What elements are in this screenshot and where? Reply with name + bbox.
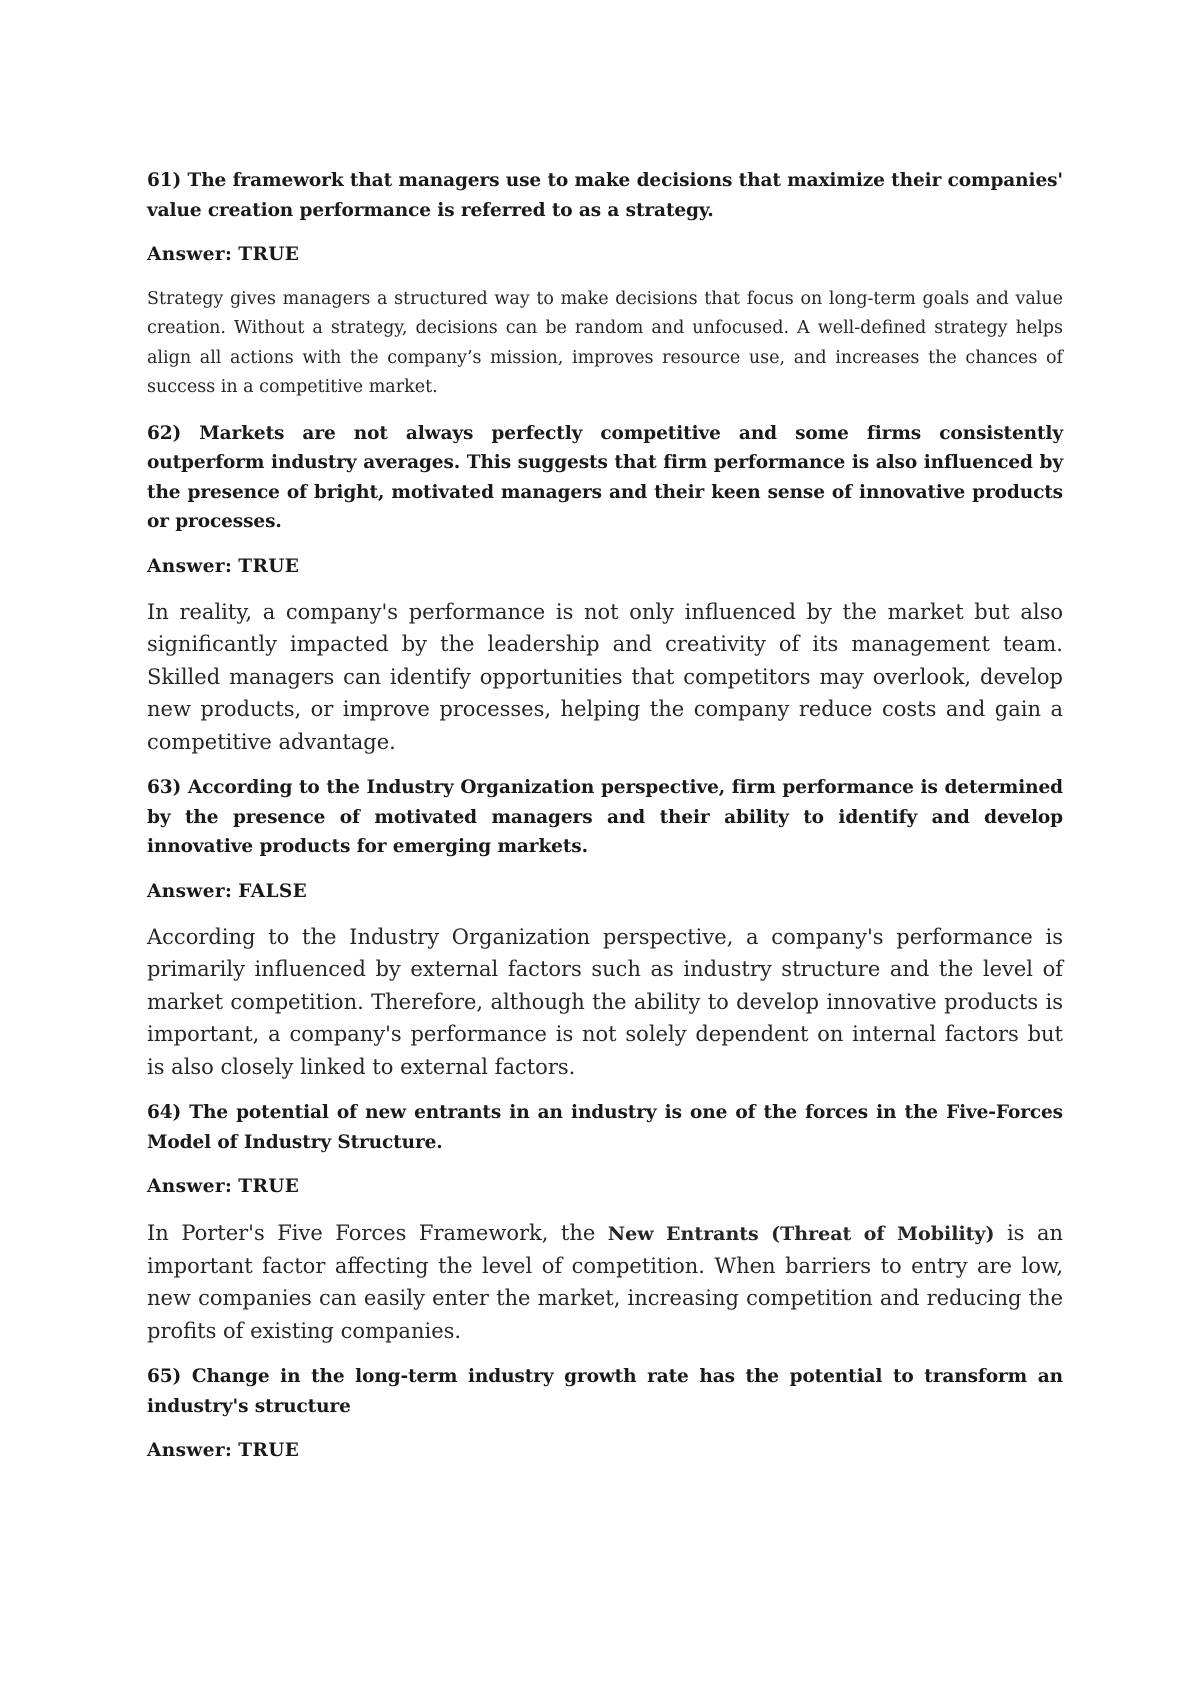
question-63: 63) According to the Industry Organization perspective, firm performance is determined by the presence of motivated managers and their ability to identify and develop innovative products for emerging markets. [147, 777, 1063, 858]
answer-65 [147, 1436, 1063, 1466]
question-61: 61) The framework that managers use to make decisions that maximize their companies' value creation performance is referred to as a strategy. [147, 170, 1063, 221]
answer-label: Answer: [147, 880, 233, 902]
explanation-64 [147, 1217, 1063, 1348]
question-64: 64) The potential of new entrants in an industry is one of the forces in the Five-Forces Model of Industry Structure. [147, 1102, 1063, 1153]
explanation-63: According to the Industry Organization perspective, a company's performance is primarily influenced by external factors such as industry structure and the level of market competition. Therefore, although the ability to develop innovative products is important, a company's performance is not solely dependent on internal factors but is also closely linked to external factors. [147, 925, 1063, 1079]
explanation-62: In reality, a company's performance is not only influenced by the market but also significantly impacted by the leadership and creativity of its management team. Skilled managers can identify opportunities that competitors may overlook, develop new products, or improve processes, helping the company reduce costs and gain a competitive advantage. [147, 600, 1063, 754]
explanation-emphasis: New Entrants (Threat of Mobility) [607, 1222, 995, 1245]
explanation-61: Strategy gives managers a structured way to make decisions that focus on long-term goals and value creation. Without a strategy, decisions can be random and unfocused. A well-defined strategy helps align all actions with the company’s mission, improves resource use, and increases the chances of success in a competitive market. [147, 288, 1063, 397]
answer-63 [147, 877, 1063, 907]
answer-label: Answer: [147, 1440, 233, 1462]
answer-64 [147, 1172, 1063, 1202]
explanation-text: is an important factor affecting the level of competition. When barriers to entry are low, new companies can easily enter the market, increasing competition and reducing the profits of existing companies. [147, 1220, 1064, 1343]
answer-value: FALSE [238, 880, 308, 902]
answer-value: TRUE [238, 1176, 300, 1198]
explanation-text: In Porter's Five Forces Framework, the [147, 1220, 608, 1245]
answer-value: TRUE [238, 555, 300, 577]
answer-62 [147, 552, 1063, 582]
question-65: 65) Change in the long-term industry growth rate has the potential to transform an industry's structure [147, 1366, 1063, 1417]
question-62: 62) Markets are not always perfectly competitive and some firms consistently outperform industry averages. This suggests that firm performance is also influenced by the presence of bright, motivated managers and their keen sense of innovative products or processes. [147, 422, 1063, 532]
answer-value: TRUE [238, 244, 300, 265]
answer-label: Answer: [147, 1176, 233, 1198]
answer-label: Answer: [147, 555, 233, 577]
answer-value: TRUE [238, 1440, 300, 1462]
answer-label: Answer: [147, 244, 233, 265]
document-page [147, 166, 1063, 1481]
answer-61 [147, 240, 1063, 270]
